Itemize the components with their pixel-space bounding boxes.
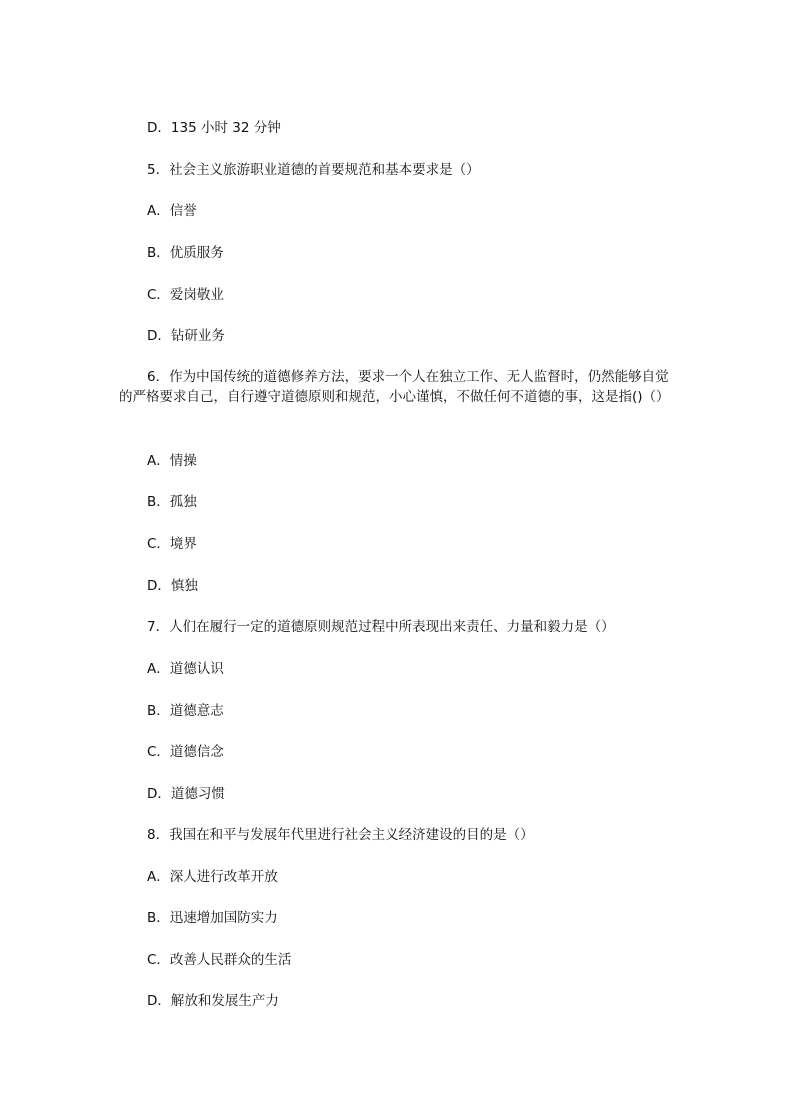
q6-option-c: C．境界 — [147, 536, 197, 552]
question-5: 5．社会主义旅游职业道德的首要规范和基本要求是（） — [147, 162, 480, 178]
q7-option-c: C．道德信念 — [147, 744, 224, 760]
q8-option-d: D．解放和发展生产力 — [147, 993, 279, 1009]
q5-option-a: A．信誉 — [147, 203, 197, 219]
q8-option-b: B．迅速增加国防实力 — [147, 910, 278, 926]
question-6: 6．作为中国传统的道德修养方法，要求一个人在独立工作、无人监督时，仍然能够自觉的严格要求自己，自行遵守道德原则和规范，小心谨慎，不做任何不道德的事，这是指()（） — [119, 369, 670, 405]
q7-option-b: B．道德意志 — [147, 703, 224, 719]
q7-option-d: D．道德习惯 — [147, 786, 225, 802]
q7-option-a: A．道德认识 — [147, 661, 224, 677]
question-7: 7．人们在履行一定的道德原则规范过程中所表现出来责任、力量和毅力是（） — [147, 619, 615, 635]
q8-option-a: A．深人进行改革开放 — [147, 869, 278, 885]
q6-option-d: D．慎独 — [147, 578, 198, 594]
q5-option-b: B．优质服务 — [147, 245, 224, 261]
question-8: 8．我国在和平与发展年代里进行社会主义经济建设的目的是（） — [147, 827, 534, 843]
q6-option-b: B．孤独 — [147, 494, 197, 510]
q5-option-c: C．爱岗敬业 — [147, 287, 224, 303]
q6-option-a: A．情操 — [147, 453, 197, 469]
q4-option-d: D．135 小时 32 分钟 — [147, 120, 281, 136]
q5-option-d: D．钻研业务 — [147, 328, 225, 344]
q8-option-c: C．改善人民群众的生活 — [147, 952, 292, 968]
